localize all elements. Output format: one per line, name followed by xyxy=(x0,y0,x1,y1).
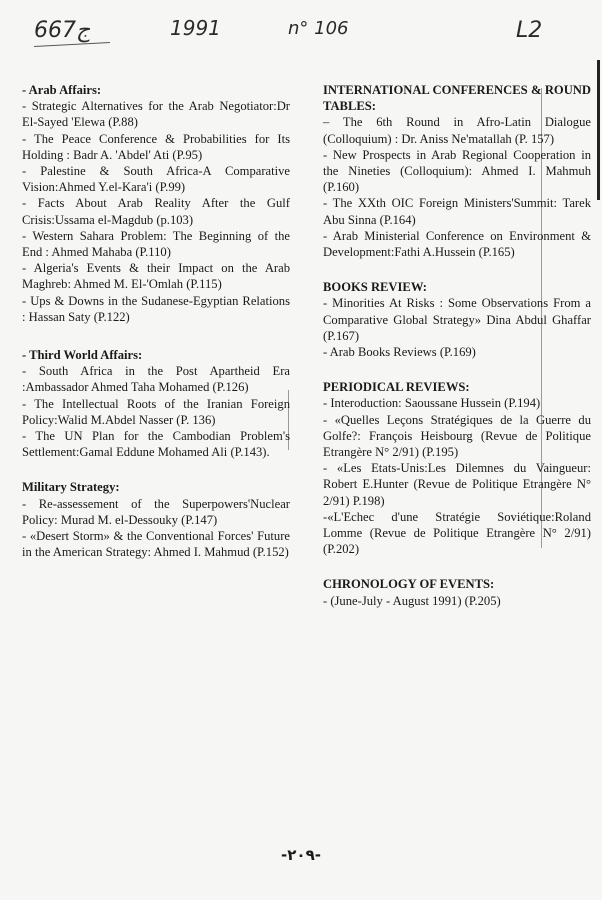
toc-entry: - The Peace Conference & Probabilities for Its Holding : Badr A. 'Abdel' Ati (P.95) xyxy=(22,131,290,162)
toc-entry: - Western Sahara Problem: The Beginning of the End : Ahmed Mahaba (P.110) xyxy=(22,228,290,260)
toc-entry: - «Desert Storm» & the Conventional Forces' Future in the American Strategy: Ahmed I. Mahmud (P.152) xyxy=(22,529,290,560)
section-arab-affairs xyxy=(22,82,290,325)
toc-entry: - South Africa in the Post Apartheid Era :Ambassador Ahmed Taha Mohamed (P.126) xyxy=(22,364,290,395)
section-heading: INTERNATIONAL CONFERENCES & ROUND TABLES: xyxy=(323,83,591,114)
toc-entry: - Strategic Alternatives for the Arab Negotiator:Dr El-Sayed 'Elewa (P.88) xyxy=(22,99,290,130)
handwritten-year: 1991 xyxy=(170,16,221,40)
toc-entry: - «Les Etats-Unis:Les Dilemnes du Vaingueur: Robert E.Hunter (Revue de Politique Etrangère N° 2/91) P.198) xyxy=(323,461,591,508)
page-number: -٢٠٩- xyxy=(281,846,321,864)
right-column xyxy=(323,82,591,628)
section-conferences xyxy=(323,82,591,260)
section-heading: Military Strategy: xyxy=(22,480,120,495)
handwritten-number: ج667 xyxy=(34,18,91,43)
section-heading: PERIODICAL REVIEWS: xyxy=(323,380,470,395)
scan-edge-shadow xyxy=(597,60,600,200)
toc-entry: - «Quelles Leçons Stratégiques de la Guerre du Golfe?: François Heisbourg (Revue de Politique Etrangère N° 2/91) (P.195) xyxy=(323,412,591,460)
section-periodical-reviews xyxy=(323,379,591,557)
toc-entry: - Arab Books Reviews (P.169) xyxy=(323,345,476,360)
toc-entry: - (June-July - August 1991) (P.205) xyxy=(323,593,501,608)
toc-entry: - New Prospects in Arab Regional Cooperation in the Nineties (Colloquium): Ahmed I. Mahmuh (P.160) xyxy=(323,147,591,195)
toc-entry: - The Intellectual Roots of the Iranian Foreign Policy:Walid M.Abdel Nasser (P. 136) xyxy=(22,396,290,427)
toc-entry: - Interoduction: Saoussane Hussein (P.194) xyxy=(323,396,541,411)
toc-entry: - Minorities At Risks : Some Observations From a Comparative Global Strategy» Dina Abdul Ghaffar (P.167) xyxy=(323,296,591,343)
toc-entry: - Palestine & South Africa-A Comparative Vision:Ahmed Y.el-Kara'i (P.99) xyxy=(22,164,290,195)
toc-entry: - The UN Plan for the Cambodian Problem's Settlement:Gamal Eddune Mohamed Ali (P.143). xyxy=(22,429,290,460)
section-military-strategy xyxy=(22,479,290,560)
section-heading: BOOKS REVIEW: xyxy=(323,280,427,295)
toc-entry: - Facts About Arab Reality After the Gulf Crisis:Ussama el-Magdub (p.103) xyxy=(22,196,290,227)
toc-entry: -«L'Echec d'une Stratégie Soviétique:Roland Lomme (Revue de Politique Etrangère N° 2/91) (P.202) xyxy=(323,509,591,557)
toc-entry: – The 6th Round in Afro-Latin Dialogue (Colloquium) : Dr. Aniss Ne'matallah (P. 157) xyxy=(323,115,591,146)
toc-entry: - Ups & Downs in the Sudanese-Egyptian Relations : Hassan Saty (P.122) xyxy=(22,293,290,324)
section-heading: - Third World Affairs: xyxy=(22,348,143,363)
toc-entry: - Arab Ministerial Conference on Environment & Development:Fathi A.Hussein (P.165) xyxy=(323,228,591,260)
toc-entry: - The XXth OIC Foreign Ministers'Summit: Tarek Abu Sinna (P.164) xyxy=(323,196,591,227)
left-column xyxy=(22,82,290,579)
section-third-world-affairs xyxy=(22,347,290,460)
section-heading: CHRONOLOGY OF EVENTS: xyxy=(323,577,495,592)
handwritten-issue: n° 106 xyxy=(288,18,349,39)
section-books-review xyxy=(323,279,591,360)
toc-entry: - Algeria's Events & their Impact on the Arab Maghreb: Ahmed M. El-'Omlah (P.115) xyxy=(22,261,290,292)
section-chronology xyxy=(323,576,591,608)
toc-entry: - Re-assessement of the Superpowers'Nuclear Policy: Murad M. el-Dessouky (P.147) xyxy=(22,496,290,527)
handwritten-code: L2 xyxy=(516,18,543,43)
section-heading: - Arab Affairs: xyxy=(22,83,102,97)
